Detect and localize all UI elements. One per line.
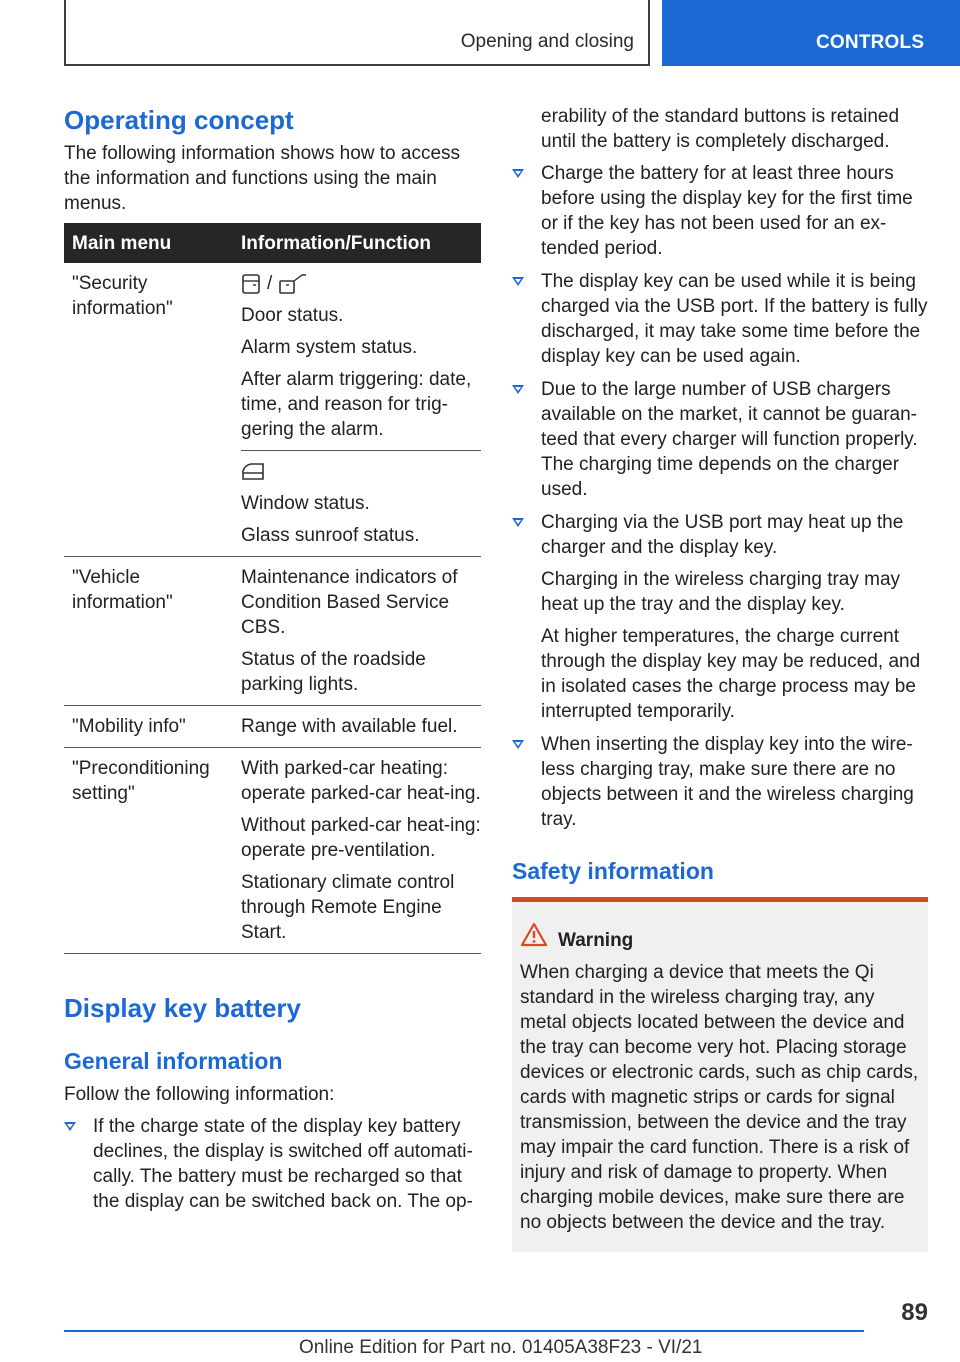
list-item-text: At higher temperatures, the charge current through the display key may be reduced, and in isolated cases the charge process may be interrupted temporarily. (541, 626, 921, 722)
list-item (512, 510, 928, 724)
list-item (512, 161, 928, 261)
warning-box (512, 897, 928, 1252)
table-row (64, 748, 481, 954)
general-information-heading: General information (64, 1048, 283, 1074)
safety-information-heading: Safety information (512, 858, 714, 884)
footer-edition: Online Edition for Part no. 01405A38F23 - VI/21 (299, 1337, 703, 1358)
bullet-triangle-icon (512, 385, 524, 394)
bullet-triangle-icon (512, 169, 524, 178)
door-closed-icon (241, 273, 261, 295)
table-row (64, 557, 481, 706)
table-cell-menu: "Mobility info" (72, 716, 186, 737)
list-item (512, 732, 928, 832)
table-header-main-menu: Main menu (72, 233, 172, 254)
list-item (512, 269, 928, 369)
table-cell-line: Glass sunroof status. (241, 525, 420, 546)
general-information-intro: Follow the following information: (64, 1084, 335, 1105)
door-open-icon (278, 273, 308, 295)
table-cell-line: Maintenance indicators of Condition Based Service CBS. (241, 567, 458, 638)
table-cell-menu: "Vehicle information" (72, 567, 173, 613)
table-cell-line: Without parked-car heat‐ing: operate pre-ventilation. (241, 815, 481, 861)
list-item-text: erability of the standard buttons is retained until the battery is completely discharged. (541, 106, 900, 152)
table-sub-block (241, 451, 481, 556)
window-icon (241, 461, 267, 483)
display-key-battery-heading: Display key battery (64, 993, 302, 1023)
bullet-triangle-icon (64, 1122, 76, 1131)
table-row (64, 706, 481, 748)
header-chapter-label: CONTROLS (816, 32, 925, 53)
page-number: 89 (901, 1299, 928, 1326)
table-row (64, 263, 481, 557)
table-sub-block (241, 263, 481, 451)
bullet-triangle-icon (512, 740, 524, 749)
table-header (64, 223, 481, 263)
table-cell-line: Range with available fuel. (241, 716, 458, 737)
table-cell-menu: "Security information" (72, 273, 173, 319)
warning-text: When charging a device that meets the Qi standard in the wireless charging tray, any metal objects located between the device and the tray can become very hot. Placing storage devices or electronic cards, such as chip cards, cards with magnetic strips or cards for signal transmission, between the device and the tray may impair the card function. There is a risk of injury and risk of damage to property. When charging mobile devices, make sure there are no objects between the device and the tray. (520, 962, 919, 1233)
table-cell-menu: "Preconditioning setting" (72, 758, 210, 804)
warning-title: Warning (558, 930, 634, 951)
list-item-continued (512, 104, 928, 154)
list-item-text: Charging in the wireless charging tray may heat up the tray and the display key. (541, 569, 901, 615)
header-section-title: Opening and closing (460, 31, 634, 52)
table-cell-line: Alarm system status. (241, 337, 418, 358)
main-menu-table (64, 223, 481, 954)
list-item (512, 377, 928, 502)
table-header-information: Information/Function (241, 233, 431, 254)
list-item (64, 1114, 484, 1214)
icon-separator: / (267, 273, 273, 294)
header-section-box (64, 0, 650, 66)
header-chapter-tab (662, 0, 960, 66)
bullet-triangle-icon (512, 518, 524, 527)
footer-divider (64, 1330, 864, 1332)
bullet-triangle-icon (512, 277, 524, 286)
table-cell-line: Door status. (241, 305, 344, 326)
list-item-text: Charge the battery for at least three hours before using the display key for the first time or if the key has not been used for an ex‐tended period. (541, 163, 913, 259)
operating-concept-intro: The following information shows how to access the information and functions using the main menus. (64, 143, 461, 214)
table-cell-line: With parked-car heating: operate parked-car heat‐ing. (241, 758, 481, 804)
table-cell-line: Stationary climate control through Remote Engine Start. (241, 872, 455, 943)
table-cell-line: Window status. (241, 493, 370, 514)
table-cell-line: After alarm triggering: date, time, and reason for trig‐gering the alarm. (241, 369, 472, 440)
list-item-text: If the charge state of the display key battery declines, the display is switched off automati‐cally. The battery must be recharged so that the display can be switched back on. The op‐ (93, 1116, 473, 1212)
list-item-text: The display key can be used while it is being charged via the USB port. If the battery is fully discharged, it may take some time before the display key can be used again. (541, 271, 928, 367)
list-item-text: When inserting the display key into the wire‐less charging tray, make sure there are no objects between it and the wireless charging tray. (541, 734, 914, 830)
operating-concept-heading: Operating concept (64, 105, 294, 135)
list-item-text: Charging via the USB port may heat up the charger and the display key. (541, 512, 904, 558)
list-item-text: Due to the large number of USB chargers available on the market, it cannot be guaran‐teed that every charger will function properly. The charging time depends on the charger used. (541, 379, 918, 500)
warning-triangle-icon (520, 922, 548, 955)
table-cell-line: Status of the roadside parking lights. (241, 649, 426, 695)
